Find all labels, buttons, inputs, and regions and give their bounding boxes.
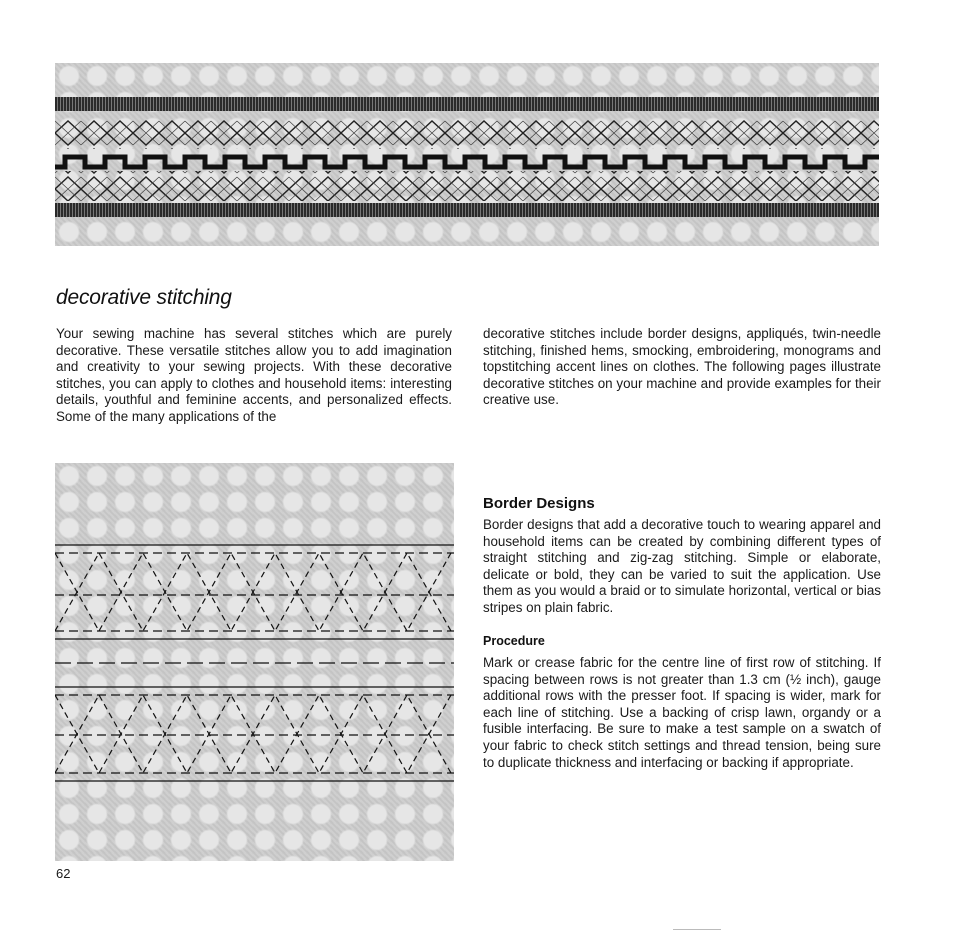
border-designs-paragraph: Border designs that add a decorative touch to wearing apparel and household items can be created by combining different types of straight stitching and zig-zag stitching. Simple or elaborate, delicate or bold, they can be varied to suit the application. Use them as you would a braid or to simulate horizontal, vertical or bias stripes on plain fabric. [483, 517, 881, 615]
border-stitch-sample-photo [55, 63, 879, 246]
procedure-paragraph: Mark or crease fabric for the centre line of first row of stitching. If spacing between rows is not greater than 1.3 cm (½ inch), gauge additional rows with the presser foot. If spacing is wider, mark for each line of stitching. Use a backing of crisp lawn, organdy or a fusible interfacing. Be sure to make a test sample on a swatch of your fabric to check stitch settings and thread tension, being sure to duplicate thickness and interfacing or backing if appropriate. [483, 655, 881, 770]
procedure-heading: Procedure [483, 634, 545, 648]
border-stitch-illustration [55, 63, 879, 246]
border-design-sample-photo [55, 463, 454, 861]
page-title: decorative stitching [56, 286, 232, 309]
page-number: 62 [56, 866, 71, 881]
border-design-illustration [55, 463, 454, 861]
scan-mark [673, 929, 721, 930]
intro-paragraph-right: decorative stitches include border designs, appliqués, twin-needle stitching, finished hems, smocking, embroidering, monograms and topstitching accent lines on clothes. The following pages illustrate decorative stitches on your machine and provide examples for their creative use. [483, 326, 881, 408]
intro-paragraph-left: Your sewing machine has several stitches which are purely decorative. These versatile stitches allow you to add imagination and creativity to your sewing projects. With these decorative stitches, you can apply to clothes and household items: interesting details, youthful and feminine accents, and personalized effects. Some of the many applications of the [56, 326, 452, 424]
border-designs-heading: Border Designs [483, 495, 595, 512]
